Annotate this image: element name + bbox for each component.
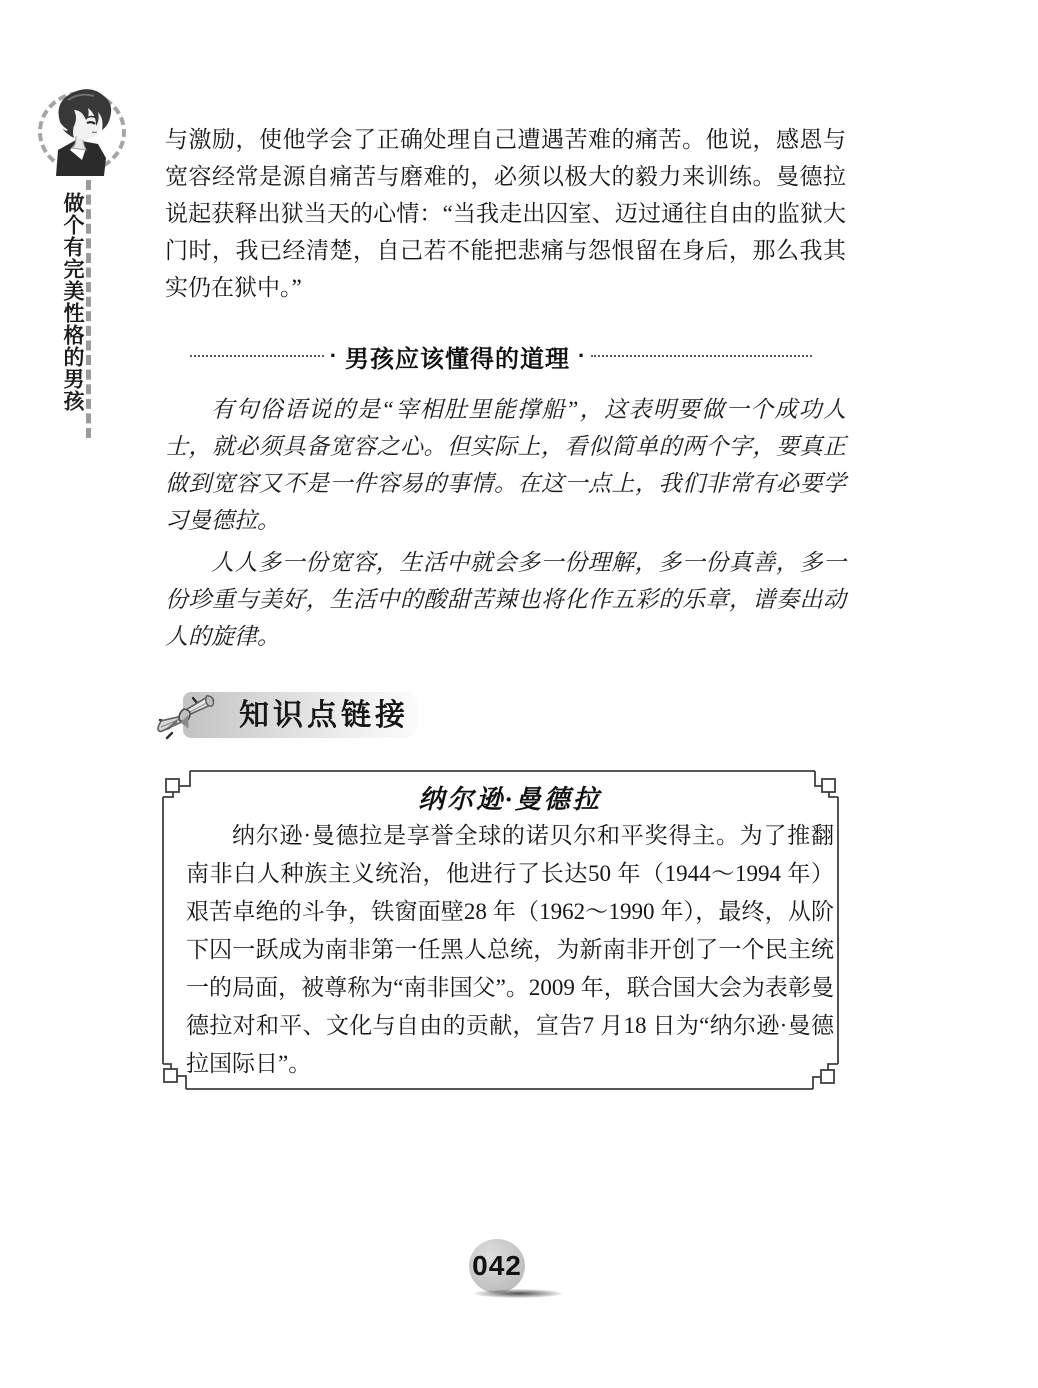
body-paragraph-continuation: 与激励，使他学会了正确处理自己遭遇苦难的痛苦。他说，感恩与宽容经常是源自痛苦与磨难的，必须以极大的毅力来训练。曼德拉说起获释出狱当天的心情：“当我走出囚室、迈过通往自由的监狱大门时，我已经清楚，自己若不能把悲痛与怨恨留在身后，那么我其实仍在狱中。” xyxy=(165,127,846,300)
knowledge-link-banner xyxy=(183,692,419,738)
anime-boy-avatar-icon xyxy=(46,88,122,176)
section-header xyxy=(190,341,812,371)
page-number-shadow xyxy=(474,1289,562,1298)
header-bullet-left: · xyxy=(329,343,338,368)
header-bullet-right: · xyxy=(578,343,586,368)
dotted-rule-right xyxy=(591,355,812,357)
scroll-ribbon-icon xyxy=(153,684,217,750)
dotted-rule-left xyxy=(190,355,324,357)
body-paragraph-2: 人人多一份宽容，生活中就会多一份理解，多一份真善，多一份珍重与美好，生活中的酸甜苦辣也将化作五彩的乐章，谱奏出动人的旋律。 xyxy=(165,550,846,649)
knowledge-box-body: 纳尔逊·曼德拉是享誉全球的诺贝尔和平奖得主。为了推翻南非白人种族主义统治，他进行了长达50 年（1944～1994 年）艰苦卓绝的斗争，铁窗面壁28 年（1962～1990 年），最终，从阶下囚一跃成为南非第一任黑人总统，为新南非开创了一个民主统一的局面，被尊称为“南非国父”。2009 年，联合国大会为表彰曼德拉对和平、文化与自由的贡献，宣告7 月18 日为“纳尔逊·曼德拉国际日”。 xyxy=(186,823,834,1076)
body-paragraph-1: 有句俗语说的是“宰相肚里能撑船”，这表明要做一个成功人士，就必须具备宽容之心。但实际上，看似简单的两个字，要真正做到宽容又不是一件容易的事情。在这一点上，我们非常有必要学习曼德拉。 xyxy=(165,397,846,533)
book-title-vertical: 做个有完美性格的男孩 xyxy=(61,192,85,412)
section-title: 男孩应该懂得的道理 xyxy=(345,345,571,373)
page-number-badge xyxy=(469,1239,525,1293)
page-number: 042 xyxy=(472,1250,522,1281)
knowledge-box-title: 纳尔逊·曼德拉 xyxy=(418,785,602,814)
knowledge-link-banner-label: 知识点链接 xyxy=(239,699,409,732)
